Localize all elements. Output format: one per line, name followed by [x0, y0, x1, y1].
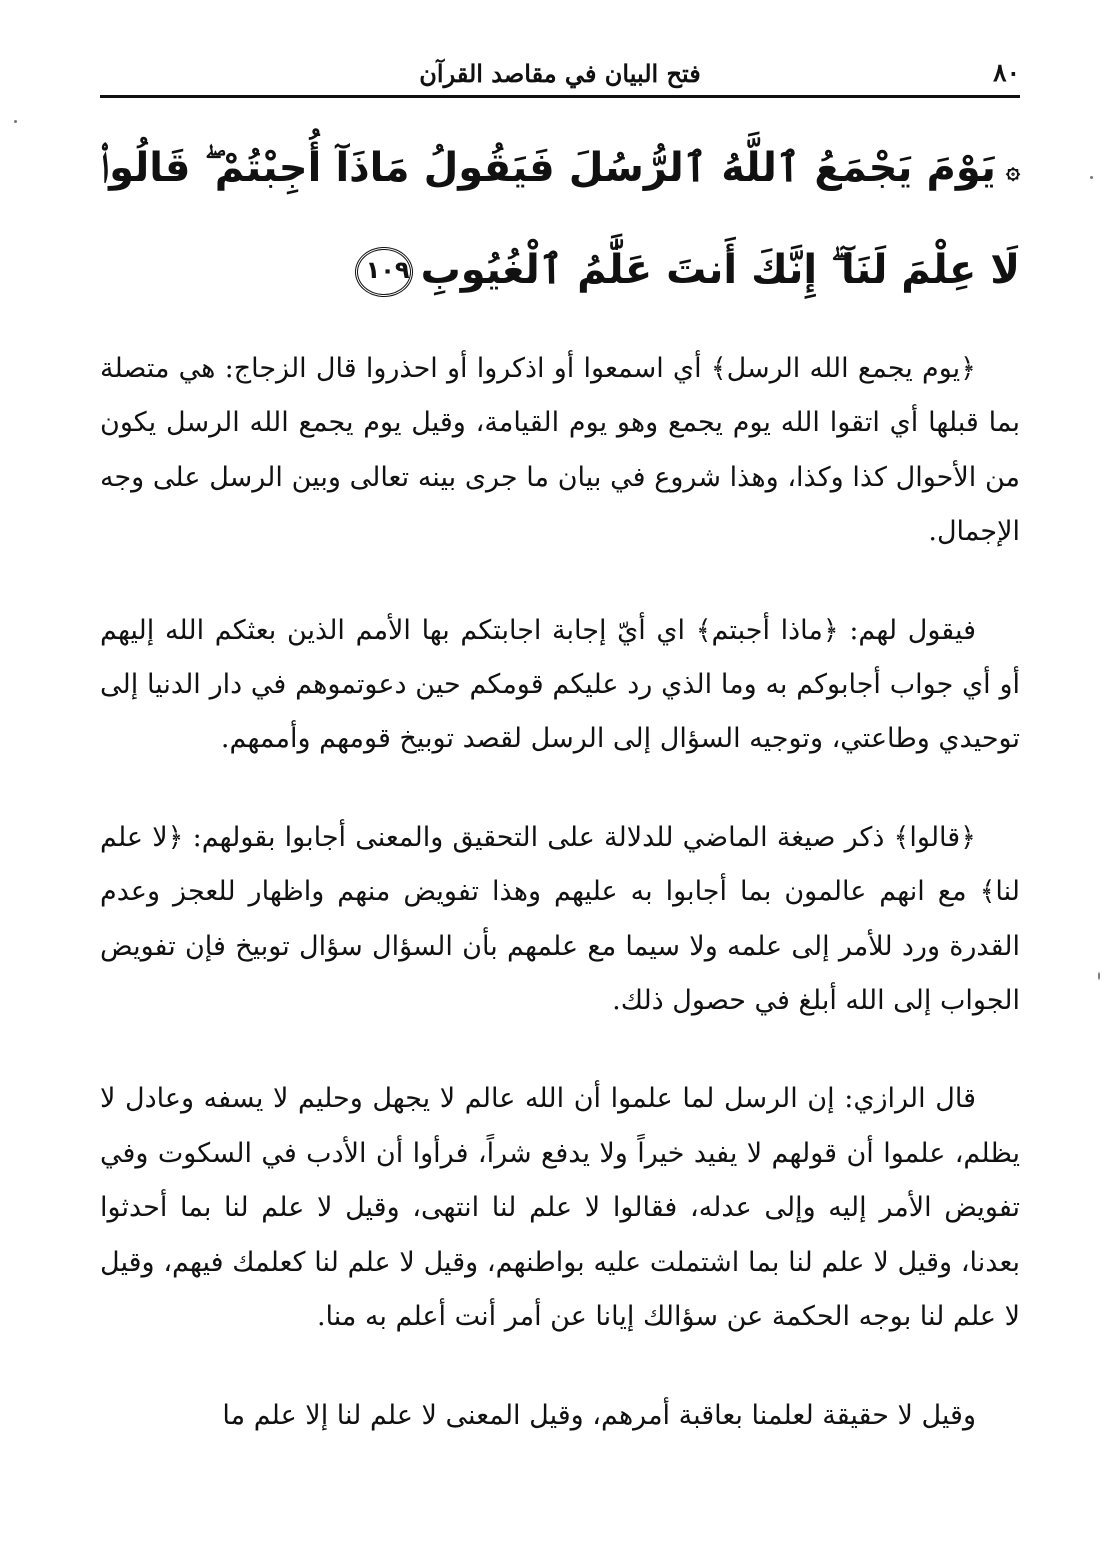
- ayah-number-marker: ١٠٩: [355, 247, 413, 297]
- rub-el-hizb-icon: ۞: [1005, 156, 1020, 184]
- verse-text: يَوْمَ يَجْمَعُ ٱللَّهُ ٱلرُّسُلَ فَيَقُولُ مَاذَآ أُجِبْتُمْ ۖ قَالُوا۟ لَا عِلْمَ لَنَآ ۖ إِنَّكَ أَنتَ عَلَّٰمُ ٱلْغُيُوبِ: [100, 145, 1020, 293]
- page-number: ٨٠: [993, 58, 1020, 87]
- scan-speck: [1090, 176, 1093, 179]
- paragraph: ﴿قالوا﴾ ذكر صيغة الماضي للدلالة على التحقيق والمعنى أجابوا بقولهم: ﴿لا علم لنا﴾ مع انهم عالمون بما أجابوا به عليهم وهذا تفويض منهم واظهار للعجز وعدم القدرة ورد للأمر إلى علمه ولا سيما مع علمهم بأن السؤال سؤال توبيخ فإن تفويض الجواب إلى الله أبلغ في حصول ذلك.: [100, 821, 1020, 1017]
- quran-verse: [100, 118, 1020, 320]
- page-header: [100, 52, 1020, 98]
- running-title: فتح البيان في مقاصد القرآن: [419, 59, 701, 88]
- paragraph: فيقول لهم: ﴿ماذا أجبتم﴾ اي أيّ إجابة اجابتكم بها الأمم الذين بعثكم الله إليهم أو أي جواب أجابوكم به وما الذي رد عليكم قومكم حين دعوتموهم في دار الدنيا إلى توحيدي وطاعتي، وتوجيه السؤال إلى الرسل لقصد توبيخ قومهم وأممهم.: [100, 614, 1020, 755]
- commentary-text: [100, 342, 1020, 1487]
- paragraph: قال الرازي: إن الرسل لما علموا أن الله عالم لا يجهل وحليم لا يسفه وعادل لا يظلم، علموا أن قولهم لا يفيد خيراً ولا يدفع شراً، فرأوا أن الأدب في السكوت وفي تفويض الأمر إليه وإلى عدله، فقالوا لا علم لنا انتهى، وقيل لا علم لنا بما أحدثوا بعدنا، وقيل لا علم لنا بما اشتملت عليه بواطنهم، وقيل لا علم لنا كعلمك فيهم، وقيل لا علم لنا بوجه الحكمة عن سؤالك إيانا عن أمر أنت أعلم به منا.: [100, 1083, 1020, 1333]
- scan-speck: [1098, 972, 1100, 980]
- paragraph: ﴿يوم يجمع الله الرسل﴾ أي اسمعوا أو اذكروا أو احذروا قال الزجاج: هي متصلة بما قبلها أي اتقوا الله يوم يجمع وهو يوم القيامة، وقيل يوم يجمع الله الرسل يكون من الأحوال كذا وكذا، وهذا شروع في بيان ما جرى بينه تعالى وبين الرسل على وجه الإجمال.: [100, 353, 1020, 548]
- paragraph: وقيل لا حقيقة لعلمنا بعاقبة أمرهم، وقيل المعنى لا علم لنا إلا علم ما: [222, 1399, 976, 1431]
- scan-speck: [14, 120, 17, 123]
